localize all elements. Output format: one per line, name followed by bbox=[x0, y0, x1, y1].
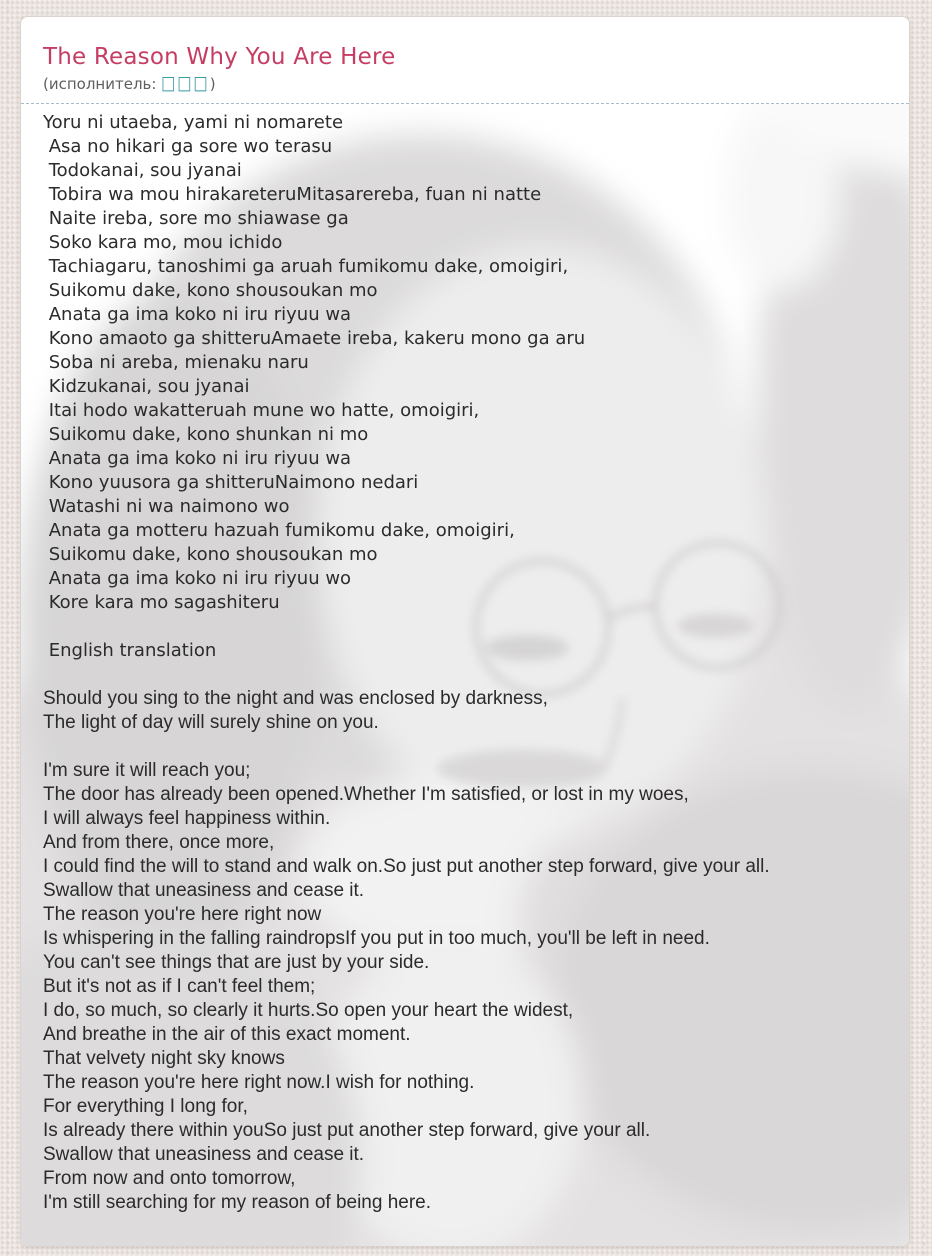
lyric-line: Suikomu dake, kono shunkan ni mo bbox=[43, 424, 369, 445]
lyric-line: Soba ni areba, mienaku naru bbox=[43, 352, 309, 373]
lyric-line: Suikomu dake, kono shousoukan mo bbox=[43, 544, 378, 565]
lyric-line: Soko kara mo, mou ichido bbox=[43, 232, 283, 253]
lyric-line: Kono yuusora ga shitteruNaimono nedari bbox=[43, 472, 419, 493]
lyric-line: Todokanai, sou jyanai bbox=[43, 160, 242, 181]
lyric-line: I'm sure it will reach you; bbox=[43, 760, 251, 781]
lyric-line: Anata ga ima koko ni iru riyuu wa bbox=[43, 448, 352, 469]
artist-line-suffix: ) bbox=[209, 75, 216, 93]
lyric-line: Kono amaoto ga shitteruAmaete ireba, kakeru mono ga aru bbox=[43, 328, 586, 349]
lyric-line: And breathe in the air of this exact moment. bbox=[43, 1024, 411, 1045]
lyric-line: I will always feel happiness within. bbox=[43, 808, 331, 829]
lyric-line: Suikomu dake, kono shousoukan mo bbox=[43, 280, 378, 301]
lyric-line: Tachiagaru, tanoshimi ga aruah fumikomu dake, omoigiri, bbox=[43, 256, 569, 277]
lyric-line: Itai hodo wakatteruah mune wo hatte, omoigiri, bbox=[43, 400, 480, 421]
lyric-line: Anata ga ima koko ni iru riyuu wa bbox=[43, 304, 352, 325]
lyric-line: I could find the will to stand and walk on.So just put another step forward, give your all. bbox=[43, 856, 770, 877]
artist-line bbox=[43, 71, 887, 95]
lyric-line: The reason you're here right now bbox=[43, 904, 322, 925]
lyrics bbox=[21, 104, 909, 1215]
lyric-line: Should you sing to the night and was enclosed by darkness, bbox=[43, 688, 548, 709]
song-title: The Reason Why You Are Here bbox=[43, 44, 396, 70]
lyric-line: Swallow that uneasiness and cease it. bbox=[43, 1144, 365, 1165]
lyric-line: From now and onto tomorrow, bbox=[43, 1168, 296, 1189]
lyric-line: The light of day will surely shine on you. bbox=[43, 712, 379, 733]
lyric-line: Asa no hikari ga sore wo terasu bbox=[43, 136, 333, 157]
lyric-line: Watashi ni wa naimono wo bbox=[43, 496, 290, 517]
lyric-line: Tobira wa mou hirakareteruMitasarereba, fuan ni natte bbox=[43, 184, 542, 205]
lyric-line: Naite ireba, sore mo shiawase ga bbox=[43, 208, 349, 229]
lyric-line: English translation bbox=[43, 640, 217, 661]
lyric-line bbox=[43, 615, 901, 639]
lyric-line: I do, so much, so clearly it hurts.So open your heart the widest, bbox=[43, 1000, 574, 1021]
lyric-line: Anata ga ima koko ni iru riyuu wo bbox=[43, 568, 352, 589]
lyric-line: Is already there within youSo just put another step forward, give your all. bbox=[43, 1120, 651, 1141]
artist-label: (исполнитель: bbox=[43, 75, 162, 93]
card-header bbox=[21, 17, 909, 104]
lyric-line: Kore kara mo sagashiteru bbox=[43, 592, 280, 613]
lyric-line: I'm still searching for my reason of being here. bbox=[43, 1192, 432, 1213]
lyric-line bbox=[43, 663, 901, 687]
artist-link[interactable]: □□□ bbox=[161, 71, 210, 95]
lyrics-area bbox=[21, 104, 909, 1246]
lyric-line: Yoru ni utaeba, yami ni nomarete bbox=[43, 112, 344, 133]
lyric-line: Kidzukanai, sou jyanai bbox=[43, 376, 250, 397]
lyric-line: And from there, once more, bbox=[43, 832, 275, 853]
lyric-line: For everything I long for, bbox=[43, 1096, 248, 1117]
lyric-line: The door has already been opened.Whether I'm satisfied, or lost in my woes, bbox=[43, 784, 689, 805]
lyric-line: That velvety night sky knows bbox=[43, 1048, 285, 1069]
lyric-line: You can't see things that are just by your side. bbox=[43, 952, 430, 973]
lyric-line bbox=[43, 735, 901, 759]
lyrics-card bbox=[20, 16, 910, 1247]
lyric-line: But it's not as if I can't feel them; bbox=[43, 976, 316, 997]
lyric-line: Is whispering in the falling raindropsIf you put in too much, you'll be left in need. bbox=[43, 928, 710, 949]
lyric-line: Anata ga motteru hazuah fumikomu dake, omoigiri, bbox=[43, 520, 515, 541]
lyric-line: The reason you're here right now.I wish for nothing. bbox=[43, 1072, 475, 1093]
lyric-line: Swallow that uneasiness and cease it. bbox=[43, 880, 365, 901]
